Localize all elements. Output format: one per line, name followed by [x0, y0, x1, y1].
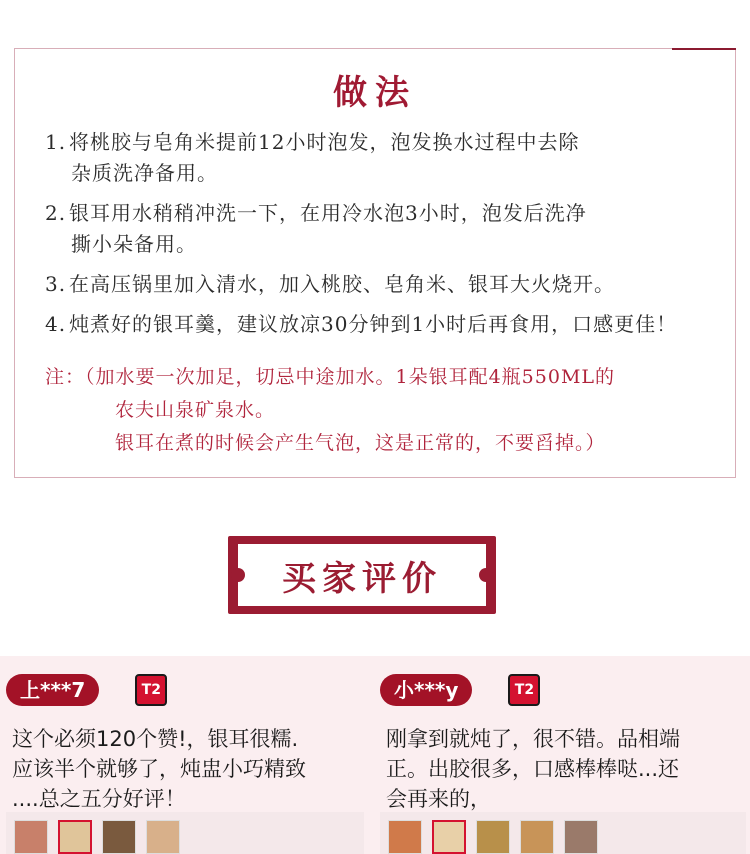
- photo-thumbnail[interactable]: [146, 820, 180, 854]
- step-text: 银耳用水稍稍冲洗一下，在用冷水泡3小时，泡发后洗净: [69, 201, 587, 225]
- note-line: 注：（加水要一次加足，切忌中途加水。1朵银耳配4瓶550ML的: [45, 366, 616, 388]
- user-badge: 小***y: [380, 674, 472, 706]
- method-section: [14, 48, 736, 478]
- step-text: 炖煮好的银耳羹，建议放凉30分钟到1小时后再食用，口感更佳！: [69, 312, 678, 336]
- step-3: [45, 269, 737, 300]
- reviews-area: [0, 656, 750, 854]
- photo-thumbnail[interactable]: [520, 820, 554, 854]
- step-1: [45, 127, 737, 189]
- review-line: 应该半个就够了，炖盅小巧精致: [12, 757, 306, 781]
- reviews-header-banner: [228, 536, 496, 614]
- review-header: [380, 672, 746, 708]
- step-text-cont: 撕小朵备用。: [71, 232, 197, 256]
- step-text: 将桃胶与皂角米提前12小时泡发，泡发换水过程中去除: [69, 130, 580, 154]
- steps-list: [45, 127, 737, 349]
- reviews-header-inner: [238, 544, 486, 606]
- step-2: [45, 198, 737, 260]
- step-text-cont: 杂质洗净备用。: [71, 161, 218, 185]
- photo-thumbnail[interactable]: [14, 820, 48, 854]
- review-line: 刚拿到就炖了，很不错。品相端: [386, 727, 680, 751]
- review-line: ....总之五分好评！: [12, 787, 186, 811]
- photo-thumbnail[interactable]: [564, 820, 598, 854]
- review-photos: [6, 812, 364, 854]
- step-text: 在高压锅里加入清水，加入桃胶、皂角米、银耳大火烧开。: [69, 272, 615, 296]
- photo-thumbnail[interactable]: [102, 820, 136, 854]
- photo-thumbnail[interactable]: [58, 820, 92, 854]
- top-accent-bar: [672, 48, 736, 50]
- step-number: 3.: [45, 272, 67, 296]
- note-block: [45, 361, 725, 460]
- step-4: [45, 309, 737, 340]
- review-line: 这个必须120个赞!，银耳很糯.: [12, 727, 299, 751]
- review-text: [6, 724, 364, 814]
- tmall-icon: T2: [508, 674, 540, 706]
- note-line: 农夫山泉矿泉水。: [115, 399, 276, 421]
- review-line: 正。出胶很多，口感棒棒哒...还: [386, 757, 680, 781]
- banner-notch-right: [479, 568, 493, 582]
- review-text: [380, 724, 746, 814]
- banner-notch-left: [231, 568, 245, 582]
- photo-thumbnail[interactable]: [476, 820, 510, 854]
- reviews-title: 买家评价: [282, 558, 442, 599]
- review-line: 会再来的，: [386, 787, 491, 811]
- step-number: 4.: [45, 312, 67, 336]
- review-header: [6, 672, 364, 708]
- method-title: 做法: [333, 73, 417, 113]
- review-photos: [380, 812, 746, 854]
- note-line: 银耳在煮的时候会产生气泡，这是正常的，不要舀掉。）: [115, 432, 606, 454]
- tmall-icon: T2: [135, 674, 167, 706]
- photo-thumbnail[interactable]: [388, 820, 422, 854]
- review-card[interactable]: [380, 656, 746, 854]
- step-number: 1.: [45, 130, 67, 154]
- photo-thumbnail[interactable]: [432, 820, 466, 854]
- step-number: 2.: [45, 201, 67, 225]
- review-card[interactable]: [6, 656, 364, 854]
- user-badge: 上***7: [6, 674, 99, 706]
